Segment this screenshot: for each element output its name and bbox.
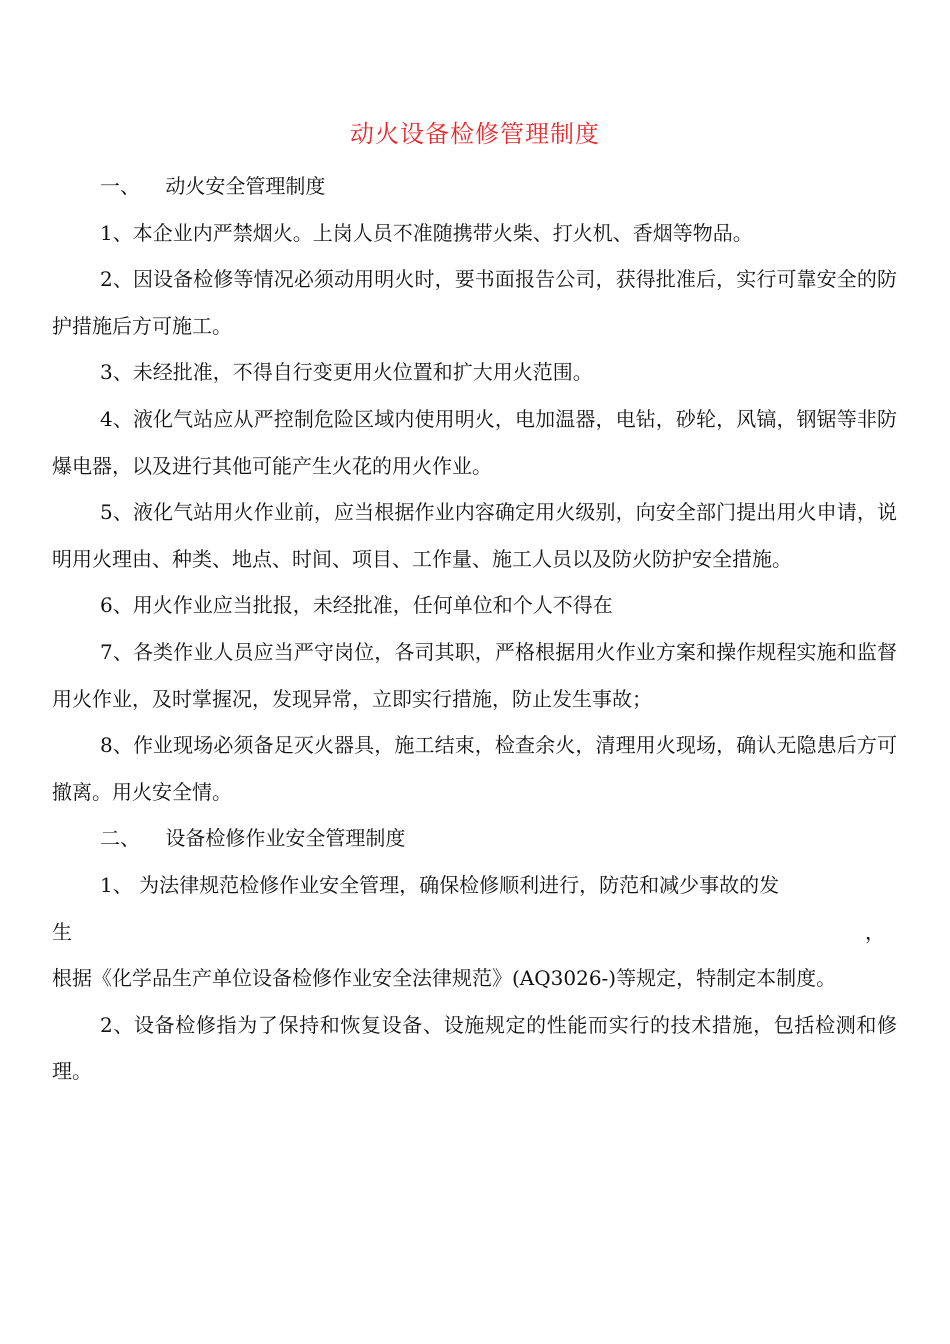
- paragraph-1-8: 8、作业现场必须备足灭火器具，施工结束，检查余火，清理用火现场，确认无隐患后方可撤离。用火安全情。: [52, 733, 897, 804]
- section-heading-2: 二、 设备检修作业安全管理制度: [100, 826, 406, 851]
- section-heading-1: 一、 动火安全管理制度: [100, 174, 326, 198]
- document-title: 动火设备检修管理制度: [350, 120, 600, 148]
- paragraph-1-4: 4、液化气站应从严控制危险区域内使用明火，电加温器，电钻，砂轮，风镐，钢锯等非防爆电器，以及进行其他可能产生火花的用火作业。: [52, 406, 897, 478]
- paragraph-2-1-line2-end: ，: [865, 919, 885, 944]
- paragraph-2-1-rest: 根据《化学品生产单位设备检修作业安全法律规范》(AQ3026-)等规定，特制定本制度。: [52, 966, 837, 991]
- document-body: [52, 163, 897, 1095]
- paragraph-2-1-line2-start: 生: [52, 919, 72, 944]
- paragraph-2-2: 2、设备检修指为了保持和恢复设备、设施规定的性能而实行的技术措施，包括检测和修理。: [52, 1012, 897, 1084]
- paragraph-2-1-line2: [52, 909, 897, 956]
- paragraph-1-3: 3、未经批准，不得自行变更用火位置和扩大用火范围。: [100, 360, 593, 385]
- paragraph-1-2: 2、因设备检修等情况必须动用明火时，要书面报告公司，获得批准后，实行可靠安全的防护措施后方可施工。: [52, 267, 897, 338]
- paragraph-2-1-line1: 1、 为法律规范检修作业安全管理，确保检修顺利进行，防范和减少事故的发: [100, 872, 780, 897]
- paragraph-1-1: 1、本企业内严禁烟火。上岗人员不准随携带火柴、打火机、香烟等物品。: [100, 220, 753, 245]
- paragraph-1-5: 5、液化气站用火作业前，应当根据作业内容确定用火级别，向安全部门提出用火申请，说明用火理由、种类、地点、时间、项目、工作量、施工人员以及防火防护安全措施。: [52, 500, 897, 571]
- paragraph-1-6: 6、用火作业应当批报，未经批准，任何单位和个人不得在: [100, 593, 613, 618]
- paragraph-1-7: 7、各类作业人员应当严守岗位，各司其职，严格根据用火作业方案和操作规程实施和监督用火作业，及时掌握况，发现异常，立即实行措施，防止发生事故；: [52, 639, 897, 711]
